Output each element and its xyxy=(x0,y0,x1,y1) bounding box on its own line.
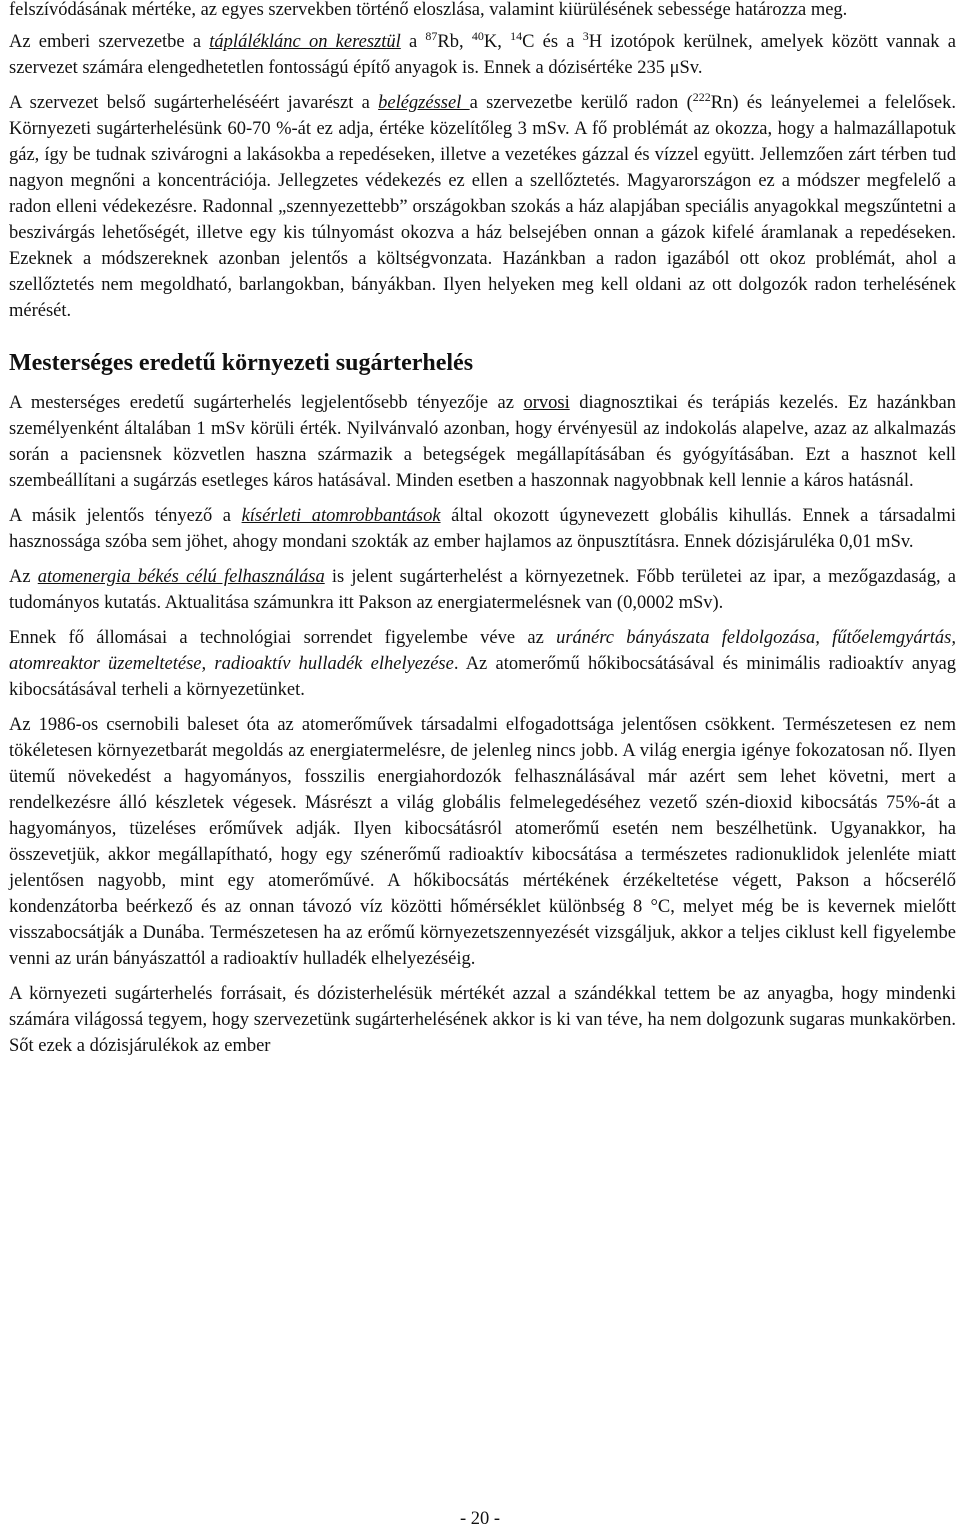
link-nuclear-tests[interactable]: kísérleti atomrobbantások xyxy=(241,506,441,526)
section-heading: Mesterséges eredetű környezeti sugárterhelés xyxy=(9,350,474,376)
document-page xyxy=(9,0,956,1059)
paragraph-summary: A környezeti sugárterhelés forrásait, és dózisterhelésük mértékét azzal a szándékkal tettem be az anyagba, hogy mindenki számára világossá tegyem, hogy szervezetünk sugárterhelésének akkor is ki van téve, ha nem dolgozunk sugaras munkakörben. Sőt ezek a dózisjárulékok az ember xyxy=(9,984,956,1056)
paragraph-medical: A mesterséges eredetű sugárterhelés legjelentősebb tényezője az orvosi diagnosztikai és terápiás kezelés. Ez hazánkban személyenként általában 1 mSv körüli érték. Nyilvánvaló azonban, hogy érvényesül az indokolás alapelve, azaz az alkalmazás során a paciensnek közvetlen haszna származik a betegségek megállapításában és gyógyításában. Ezt a hasznot kell szembeállítani a sugárzás esetleges káros hatásával. Minden esetben a haszonnak nagyobbnak kell lennie a káros hatásnál. xyxy=(9,393,956,491)
paragraph-fuel-cycle: Ennek fő állomásai a technológiai sorrendet figyelembe véve az uránérc bányászata feldolgozása, fűtőelemgyártás, atomreaktor üzemeltetése, radioaktív hulladék elhelyezése. Az atomerőmű hőkibocsátásával és minimális radioaktív anyag kibocsátásával terheli a környezetünket. xyxy=(9,628,957,700)
paragraph-continuation: felszívódásának mértéke, az egyes szervekben történő eloszlása, valamint kiürülésének sebessége határozza meg. xyxy=(9,0,848,20)
paragraph-peaceful-use: Az atomenergia békés célú felhasználása is jelent sugárterhelést a környezetnek. Főbb területei az ipar, a mezőgazdaság, a tudományos kutatás. Aktualitása számunkra itt Pakson az energiatermelésnek van (0,0002 mSv). xyxy=(9,567,957,613)
link-medical[interactable]: orvosi xyxy=(523,393,570,413)
link-peaceful-nuclear-energy[interactable]: atomenergia békés célú felhasználása xyxy=(37,567,325,587)
paragraph-food-chain-isotopes: Az emberi szervezetbe a tápláléklánc on keresztül a $^{87}$Rb, $^{40}$K, $^{14}$C és a $^3$H izotópok kerülnek, amelyek között vannak a szervezet számára elengedhetetlen fontosságú építő anyagok is. Ennek a dózisértéke 235 μSv. xyxy=(9,28,956,78)
paragraph-chernobyl: Az 1986-os csernobili baleset óta az atomerőművek társadalmi elfogadottsága jelentősen csökkent. Természetesen ez nem tökéletesen környezetbarát megoldás az energiatermelésre, de jelenleg nincs jobb. A világ energia igénye fokozatosan nő. Ilyen ütemű növekedést a hagyományos, fosszilis energiahordozók felhasználásával már azért sem lehet követni, mert a rendelkezésre álló készletek végesek. Másrészt a világ globális felmelegedéséhez vezető szén-dioxid kibocsátás 75%-át a hagyományos, tüzeléses erőművek adják. Ilyen kibocsátásról atomerőmű esetén nem beszélhetünk. Ugyanakkor, ha összevetjük, akkor megállapítható, hogy egy szénerőmű radioaktív kibocsátása a természetes radionuklidok jelenléte miatt jelentősen nagyobb, mint egy atomerőművé. A hőkibocsátás mértékének érzékeltetése végett, Pakson a hőcserélő kondenzátorba beérkező és az onnan távozó víz közötti hőmérséklet különbség 8 °C, melyet még be is kevernek mielőtt visszabocsátják a Dunába. Természetesen ha az erőmű környezetszennyezését vizsgáljuk, akkor a teljes ciklust kell figyelembe venni az urán bányászattól a radioaktív hulladék elhelyezéséig. xyxy=(9,715,956,969)
link-inhalation[interactable]: belégzéssel xyxy=(378,93,470,113)
link-food-chain[interactable]: tápláléklánc on keresztül xyxy=(209,32,401,52)
paragraph-nuclear-tests: A másik jelentős tényező a kísérleti atomrobbantások által okozott úgynevezett globális kihullás. Ennek a társadalmi hasznossága szóba sem jöhet, ahogy mondani szokták az ember hajlamos az önpusztításra. Ennek dózisjáruléka 0,01 mSv. xyxy=(9,506,956,552)
paragraph-radon: A szervezet belső sugárterheléséért javarészt a belégzéssel a szervezetbe kerülő radon ($^{222}$Rn) és leányelemei a felelősek. Környezeti sugárterhelésünk 60-70 %-át ez adja, értéke közelítőleg 3 mSv. A fő problémát az okozza, hogy a halmazállapotuk gáz, így be tudnak szivárogni a lakásokba a repedéseken, illetve a vezetékes gázzal és vízzel együtt. Jellemzően zárt térben tud nagyon megnőni a koncentrációja. Jellegzetes védekezés ez ellen a szellőztetés. Magyarországon ez a módszer megfelelő a radon elleni védekezésre. Radonnal „szennyezettebb” országokban szokás a ház alapjában speciális anyagokkal megszűntetni a beszivárgás lehetőségét, illetve egy kis túlnyomást okozva a ház belsejében onnan a gázok kifelé áramlanak a repedéseken. Ezeknek a módszereknek azonban jelentős a költségvonzata. Hazánkban a radon igazából ott okoz problémát, ahol a szellőztetés nem megoldható, barlangokban, bányákban. Ilyen helyeken meg kell oldani az ott dolgozók radon terhelésének mérését. xyxy=(9,89,956,321)
page-number: - 20 - xyxy=(459,1509,501,1529)
fuel-cycle-stages: uránérc bányászata feldolgozása, fűtőelemgyártás, atomreaktor üzemeltetése, radioaktív hulladék elhelyezése xyxy=(9,628,956,674)
